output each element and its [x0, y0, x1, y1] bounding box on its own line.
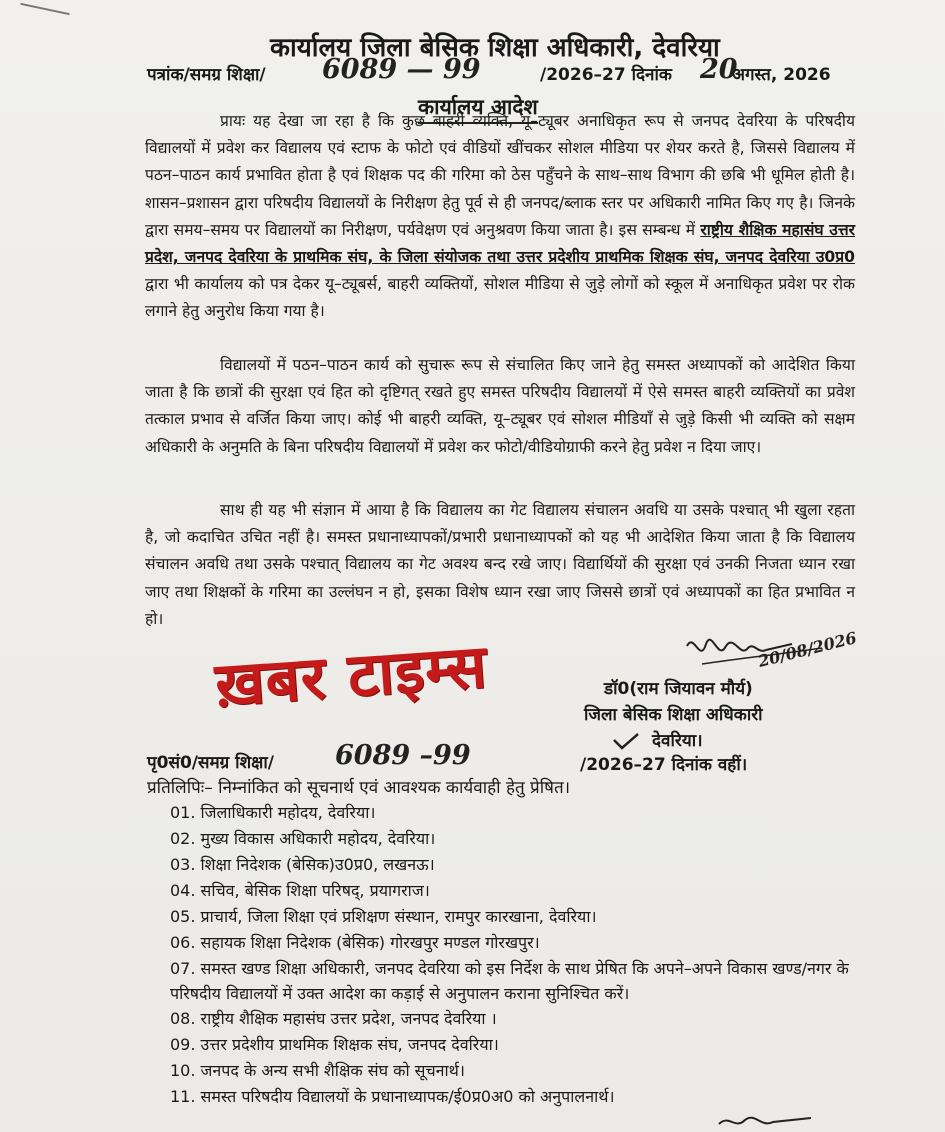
paragraph-3: साथ ही यह भी संज्ञान में आया है कि विद्यालय का गेट विद्यालय संचालन अवधि या उसके पश्चात् भी खुला रहता है, जो कदाचित उचित नहीं है। समस्त प्रधानाध्यापकों/प्रभारी प्रधानाध्यापकों को यह भी आदेशित किया जाता है कि विद्यालय संचालन अवधि तथा उसके पश्चात् विद्यालय का गेट अवश्य बन्द रखे जाए। विद्यार्थियों की सुरक्षा एवं उनकी निजता ध्यान रखा जाए तथा शिक्षकों के गरिमा का उल्लंघन न हो, इसका विशेष ध्यान रखा जाए जिससे छात्रों एवं अध्यापकों का हित प्रभावित न हो। — [145, 501, 855, 628]
copy-ref-session: /2026–27 दिनांक वहीं। — [580, 755, 748, 775]
signatory-place: देवरिया। — [652, 731, 703, 751]
list-item: 09. उत्तर प्रदेशीय प्राथमिक शिक्षक संघ, जनपद देवरिया। — [170, 1035, 499, 1054]
ref-session: /2026–27 दिनांक — [540, 65, 672, 85]
copy-list — [170, 800, 870, 1110]
list-item: 01. जिलाधिकारी महोदय, देवरिया। — [170, 803, 376, 822]
list-item: 07. समस्त खण्ड शिक्षा अधिकारी, जनपद देवरिया को इस निर्देश के साथ प्रेषित कि अपने–अपने विकास खण्ड/नगर के परिषदीय विद्यालयों में उक्त आदेश का कड़ाई से अनुपालन कराना सुनिश्चित करें। — [170, 959, 849, 1003]
date-handwritten: 20 — [700, 54, 738, 85]
signatory-name: डॉ0(राम जियावन मौर्य) — [604, 679, 753, 699]
watermark-stamp: ख़बर टाइम्स — [213, 631, 490, 721]
list-item: 05. प्राचार्य, जिला शिक्षा एवं प्रशिक्षण संस्थान, रामपुर कारखाना, देवरिया। — [170, 907, 597, 926]
copy-heading: प्रतिलिपिः– निम्नांकित को सूचनार्थ एवं आवश्यक कार्यवाही हेतु प्रेषित। — [147, 778, 571, 798]
paragraph-1-text-b: द्वारा भी कार्यालय को पत्र देकर यू–ट्यूबर्स, बाहरी व्यक्तियों, सोशल मीडिया से जुड़े लोगों को स्कूल में अनाधिकृत प्रवेश पर रोक लगाने हेतु अनुरोध किया गया है। — [145, 275, 855, 321]
ref-label: पत्रांक/समग्र शिक्षा/ — [147, 65, 266, 85]
signature-date-handwritten: 20/08/2026 — [756, 628, 859, 671]
check-mark-icon — [612, 732, 640, 752]
order-heading: कार्यालय आदेश — [418, 93, 538, 124]
copy-ref-label: पृ0सं0/समग्र शिक्षा/ — [147, 753, 274, 773]
list-item: 11. समस्त परिषदीय विद्यालयों के प्रधानाध्यापक/ई0प्र0अ0 को अनुपालनार्थ। — [170, 1087, 615, 1106]
signature-scribble-bottom — [715, 1110, 825, 1132]
list-item: 08. राष्ट्रीय शैक्षिक महासंघ उत्तर प्रदेश, जनपद देवरिया । — [170, 1009, 497, 1028]
paragraph-1 — [145, 108, 855, 326]
paragraph-2: विद्यालयों में पठन–पाठन कार्य को सुचारू रूप से संचालित किए जाने हेतु समस्त अध्यापकों को आदेशित किया जाता है कि छात्रों की सुरक्षा एवं हित को दृष्टिगत् रखते हुए समस्त परिषदीय विद्यालयों में ऐसे समस्त बाहरी व्यक्तियों का प्रवेश तत्काल प्रभाव से वर्जित किया जाए। कोई भी बाहरी व्यक्ति, यू–ट्यूबर एवं सोशल मीडियाँ से जुड़े किसी भी व्यक्ति को सक्षम अधिकारी के अनुमति के बिना परिषदीय विद्यालयों में प्रवेश कर फोटो/वीडियोग्राफी करने हेतु प्रवेश न दिया जाए। — [145, 356, 855, 456]
copy-ref-handwritten: 6089 –99 — [335, 740, 471, 771]
signatory-designation: जिला बेसिक शिक्षा अधिकारी — [584, 705, 763, 725]
office-title: कार्यालय जिला बेसिक शिक्षा अधिकारी, देवरिया — [270, 33, 720, 63]
list-item: 02. मुख्य विकास अधिकारी महोदय, देवरिया। — [170, 829, 436, 848]
date-month-year: अगस्त, 2026 — [732, 65, 831, 85]
paragraph-1-text-a: प्रायः यह देखा जा रहा है कि कुछ बाहरी व्यक्ति, यू–ट्यूबर अनाधिकृत रूप से जनपद देवरिया के परिषदीय विद्यालयों में प्रवेश कर विद्यालय एवं स्टाफ के फोटो एवं वीडियों खींचकर सोशल मीडिया पर शेयर करते है, जिससे विद्यालय में पठन–पाठन कार्य प्रभावित होता है एवं शिक्षक पद की गरिमा को ठेस पहुँचने के साथ–साथ विभाग की छबि भी धूमिल होती है। शासन–प्रशासन द्वारा परिषदीय विद्यालयों के निरीक्षण हेतु पूर्व से ही जनपद/ब्लाक स्तर पर अधिकारी नामित किए गए है। जिनके द्वारा समय–समय पर विद्यालयों का निरीक्षण, पर्यवेक्षण एवं अनुश्रवण किया जाता है। इस सम्बन्ध में — [145, 112, 855, 239]
list-item: 03. शिक्षा निदेशक (बेसिक)उ0प्र0, लखनऊ। — [170, 855, 435, 874]
pen-mark — [20, 3, 69, 15]
ref-number-handwritten: 6089 — 99 — [322, 54, 481, 85]
list-item: 06. सहायक शिक्षा निदेशक (बेसिक) गोरखपुर मण्डल गोरखपुर। — [170, 933, 540, 952]
paragraph-1-underlined: राष्ट्रीय शैक्षिक महासंघ उत्तर प्रदेश, जनपद देवरिया के प्राथमिक संघ, के जिला संयोजक तथा उत्तर प्रदेशीय प्राथमिक शिक्षक संघ, जनपद देवरिया उ0प्र0 — [145, 220, 855, 267]
list-item: 10. जनपद के अन्य सभी शैक्षिक संघ को सूचनार्थ। — [170, 1061, 465, 1080]
list-item: 04. सचिव, बेसिक शिक्षा परिषद्, प्रयागराज। — [170, 881, 430, 900]
